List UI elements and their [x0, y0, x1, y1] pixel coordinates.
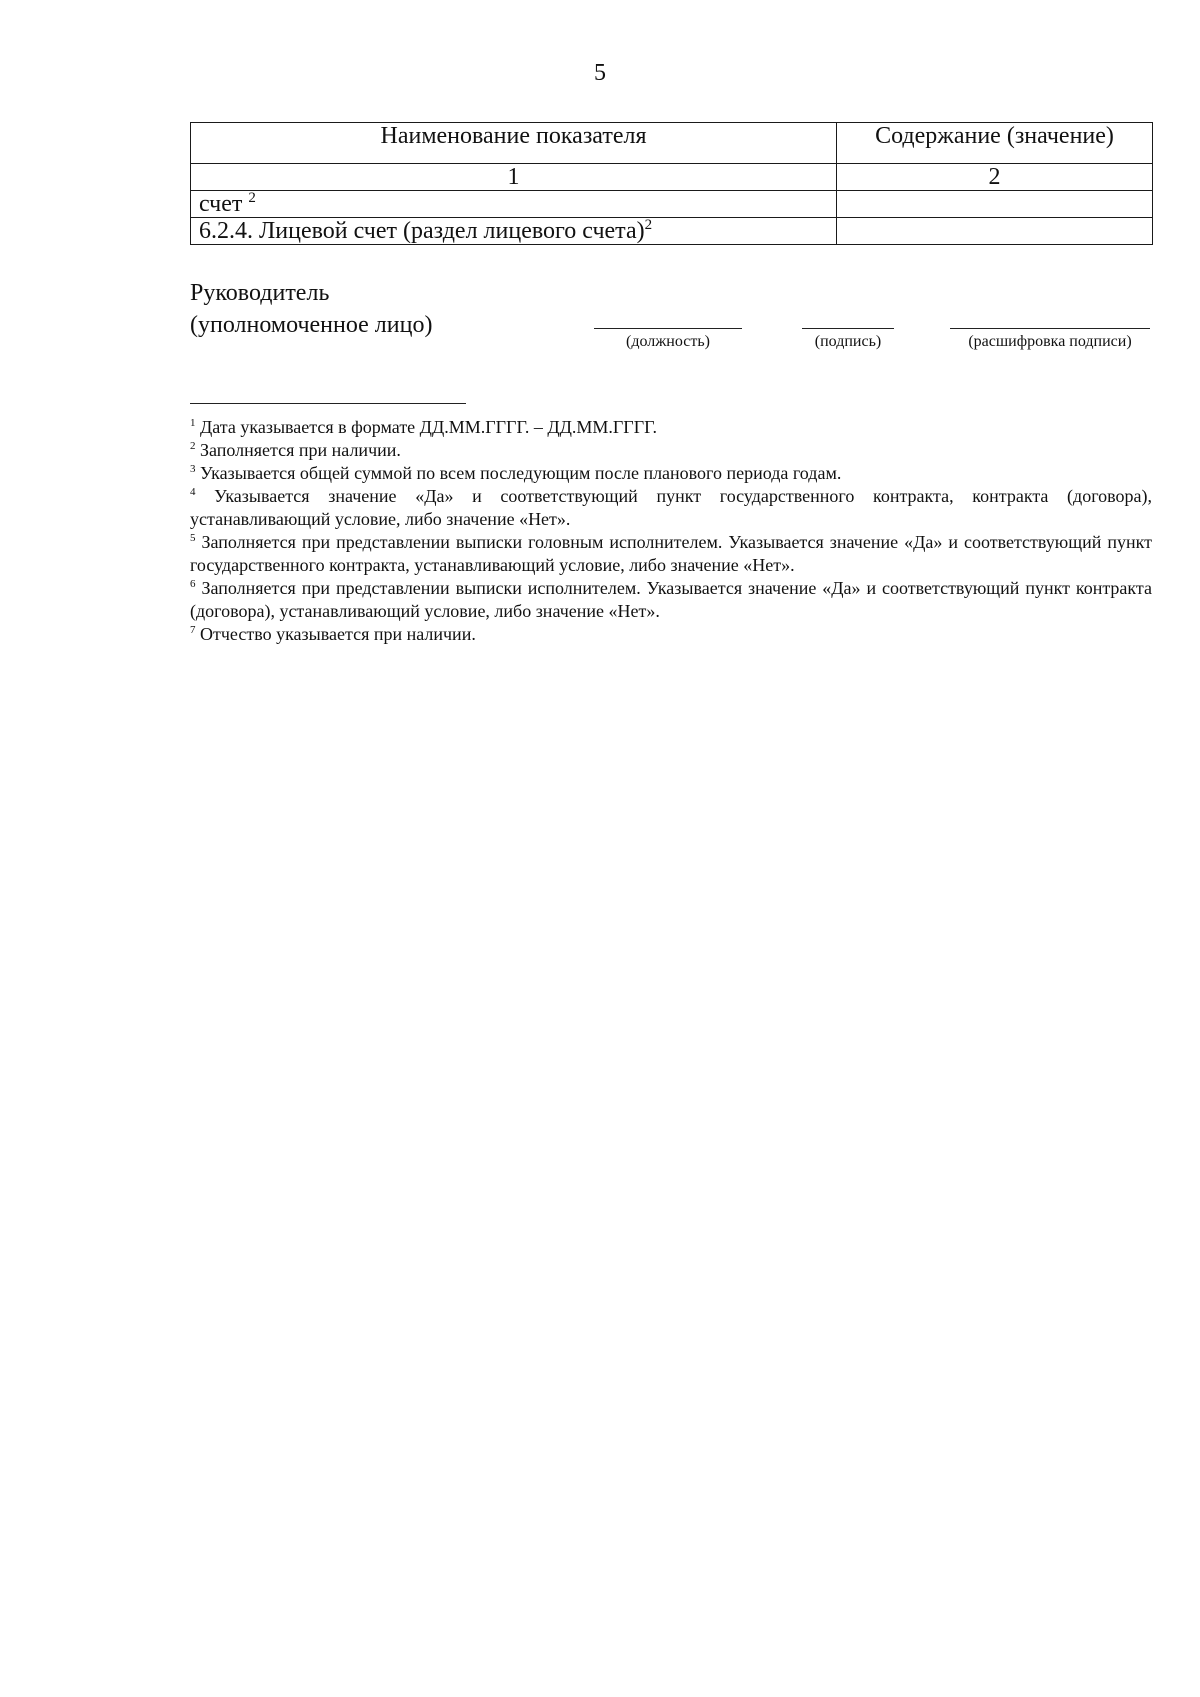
indicator-name: 6.2.4. Лицевой счет (раздел лицевого счета): [199, 218, 645, 244]
footnote: [190, 439, 1152, 462]
name-decode-caption: (расшифровка подписи): [968, 333, 1132, 350]
footnotes: [190, 416, 1152, 646]
signature-block: [190, 280, 1152, 360]
footnote: [190, 485, 1152, 531]
page-number: 5: [594, 60, 606, 86]
footnote: [190, 577, 1152, 623]
position-field[interactable]: [594, 328, 742, 351]
table-header-row: [191, 123, 1153, 164]
footnote-ref: 2: [248, 190, 256, 206]
footnote-number: 7: [190, 624, 196, 636]
name-decode-field[interactable]: [950, 328, 1150, 351]
table-row: [191, 218, 1153, 245]
footnote-number: 1: [190, 417, 196, 429]
position-caption: (должность): [626, 333, 710, 350]
footnote-text: Указывается значение «Да» и соответствующий пункт государственного контракта, контракта (договора), устанавливающий условие, либо значение «Нет».: [190, 486, 1152, 529]
indicator-value-cell: [837, 191, 1153, 218]
position-line: [594, 328, 742, 329]
signature-line: [802, 328, 894, 329]
footnote: [190, 623, 1152, 646]
indicators-table: [190, 122, 1153, 245]
footnote-separator: [190, 403, 466, 404]
footnote-text: Заполняется при наличии.: [200, 440, 401, 460]
indicator-name: счет: [199, 191, 243, 217]
footnote: [190, 531, 1152, 577]
footnote-text: Заполняется при представлении выписки головным исполнителем. Указывается значение «Да» и соответствующий пункт государственного контракта, устанавливающий условие, либо значение «Нет».: [190, 532, 1152, 575]
signature-field[interactable]: [802, 328, 894, 351]
footnote-text: Отчество указывается при наличии.: [200, 624, 476, 644]
table-row: [191, 191, 1153, 218]
footnote-text: Заполняется при представлении выписки исполнителем. Указывается значение «Да» и соответствующий пункт контракта (договора), устанавливающий условие, либо значение «Нет».: [190, 578, 1153, 621]
indicator-name-cell: [191, 218, 837, 245]
signatory-subtitle: (уполномоченное лицо): [190, 312, 433, 338]
footnote-number: 3: [190, 463, 196, 475]
signatory-title: Руководитель: [190, 280, 330, 306]
footnote-number: 6: [190, 578, 196, 590]
footnote-number: 5: [190, 532, 196, 544]
footnote-number: 4: [190, 486, 196, 498]
name-decode-line: [950, 328, 1150, 329]
footnote-number: 2: [190, 440, 196, 452]
footnote-text: Дата указывается в формате ДД.ММ.ГГГГ. – ДД.ММ.ГГГГ.: [200, 417, 657, 437]
column-number-2: 2: [837, 164, 1153, 191]
signature-caption: (подпись): [814, 333, 882, 350]
header-indicator-name: Наименование показателя: [191, 123, 837, 164]
footnote-text: Указывается общей суммой по всем последующим после планового периода годам.: [200, 463, 842, 483]
indicator-name-cell: [191, 191, 837, 218]
footnote-ref: 2: [644, 217, 653, 233]
column-number-row: [191, 164, 1153, 191]
footnote: [190, 416, 1152, 439]
header-indicator-value: Содержание (значение): [837, 123, 1153, 164]
column-number-1: 1: [191, 164, 837, 191]
indicator-value-cell: [837, 218, 1153, 245]
footnote: [190, 462, 1152, 485]
